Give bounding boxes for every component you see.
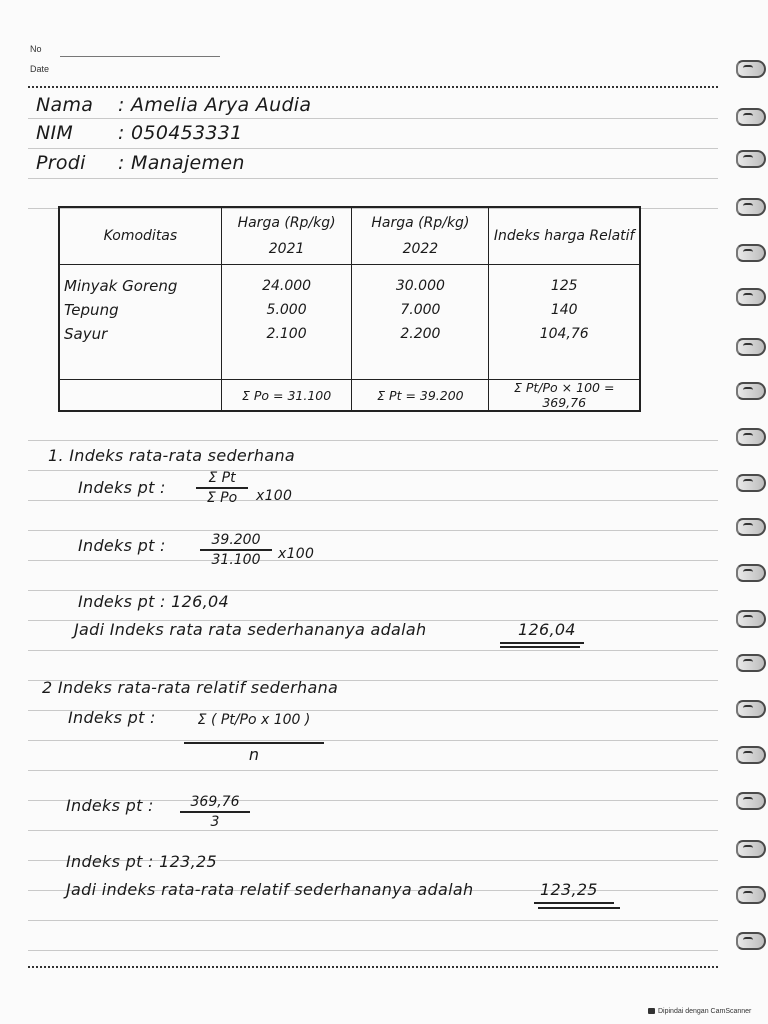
section2-conclusion: Jadi indeks rata-rata relatif sederhananya adalah [66,880,474,899]
relative-index-cell [489,265,640,380]
fraction-bar [184,742,324,744]
section2-formula2-label: Indeks pt : [66,796,154,815]
nim-label: NIM [36,122,74,144]
commodity-table [58,206,641,412]
price-2021: 2.100 [266,326,307,342]
fraction-bar [196,487,248,489]
prodi-value: : Manajemen [118,152,245,174]
sum-empty-cell [59,380,221,412]
header-harga-2022: Harga (Rp/kg) 2022 [352,207,489,265]
table-header-row [59,207,640,265]
price-2022: 7.000 [400,302,441,318]
answer-underline [538,907,620,909]
section1-formula2-mult: x100 [278,546,315,562]
section1-formula2-fraction [200,532,272,568]
header-komoditas: Komoditas [59,207,221,265]
relative-index: 140 [550,302,578,318]
price-2021-cell [221,265,352,380]
commodity-name: Minyak Goreng [64,277,178,295]
section1-formula1-fraction [196,470,248,506]
fraction-denominator: 31.100 [211,551,261,568]
fraction-denominator: Σ Po [206,489,238,506]
header-divider [28,86,718,88]
sum-pt: Σ Pt = 39.200 [352,380,489,412]
section2-formula2-fraction [180,794,250,830]
table-sum-row [59,380,640,412]
commodity-name: Sayur [64,325,108,343]
fraction-bar [200,549,272,551]
relative-index: 104,76 [539,326,589,342]
camscanner-icon [648,1008,655,1014]
section2-answer: 123,25 [540,880,598,899]
section2-formula1-fraction [184,712,324,764]
fraction-denominator: n [248,744,260,764]
section2-formula1-label: Indeks pt : [68,708,156,727]
answer-underline [534,902,614,904]
section2-title: 2 Indeks rata-rata relatif sederhana [42,678,339,697]
prodi-label: Prodi [36,152,86,174]
fraction-numerator: Σ ( Pt/Po x 100 ) [197,712,311,728]
date-label: Date [30,64,50,74]
section1-result: Indeks pt : 126,04 [78,592,229,611]
sum-po: Σ Po = 31.100 [221,380,352,412]
price-2021: 24.000 [262,278,312,294]
scanner-watermark-text: Dipindai dengan CamScanner [658,1008,752,1015]
section1-conclusion: Jadi Indeks rata rata sederhananya adalah [74,620,427,639]
fraction-numerator: 39.200 [211,532,261,548]
section1-answer: 126,04 [518,620,576,639]
price-2021: 5.000 [266,302,307,318]
section1-title: 1. Indeks rata-rata sederhana [48,446,296,465]
header-harga-2021: Harga (Rp/kg) 2021 [221,207,352,265]
answer-underline [500,642,584,644]
price-2022: 2.200 [400,326,441,342]
fraction-bar [180,811,250,813]
fraction-denominator: 3 [210,813,220,830]
sum-relative: Σ Pt/Po × 100 = 369,76 [489,380,640,412]
table-body-row [59,265,640,380]
price-2022-cell [352,265,489,380]
price-2022: 30.000 [395,278,445,294]
commodity-name: Tepung [64,301,119,319]
no-line [60,56,220,57]
nim-value: : 050453331 [118,122,243,144]
relative-index: 125 [550,278,578,294]
nama-label: Nama [36,94,94,116]
header-indeks-relatif: Indeks harga Relatif [489,207,640,265]
answer-underline [500,646,580,648]
fraction-numerator: Σ Pt [208,470,236,486]
commodity-names-cell [59,265,221,380]
fraction-numerator: 369,76 [190,794,240,810]
scanner-watermark [648,1008,751,1015]
section2-result: Indeks pt : 123,25 [66,852,217,871]
footer-divider [28,966,718,968]
no-label: No [30,44,42,54]
section1-formula2-label: Indeks pt : [78,536,166,555]
section1-formula1-label: Indeks pt : [78,478,166,497]
nama-value: : Amelia Arya Audia [118,94,312,116]
section1-formula1-mult: x100 [256,488,293,504]
